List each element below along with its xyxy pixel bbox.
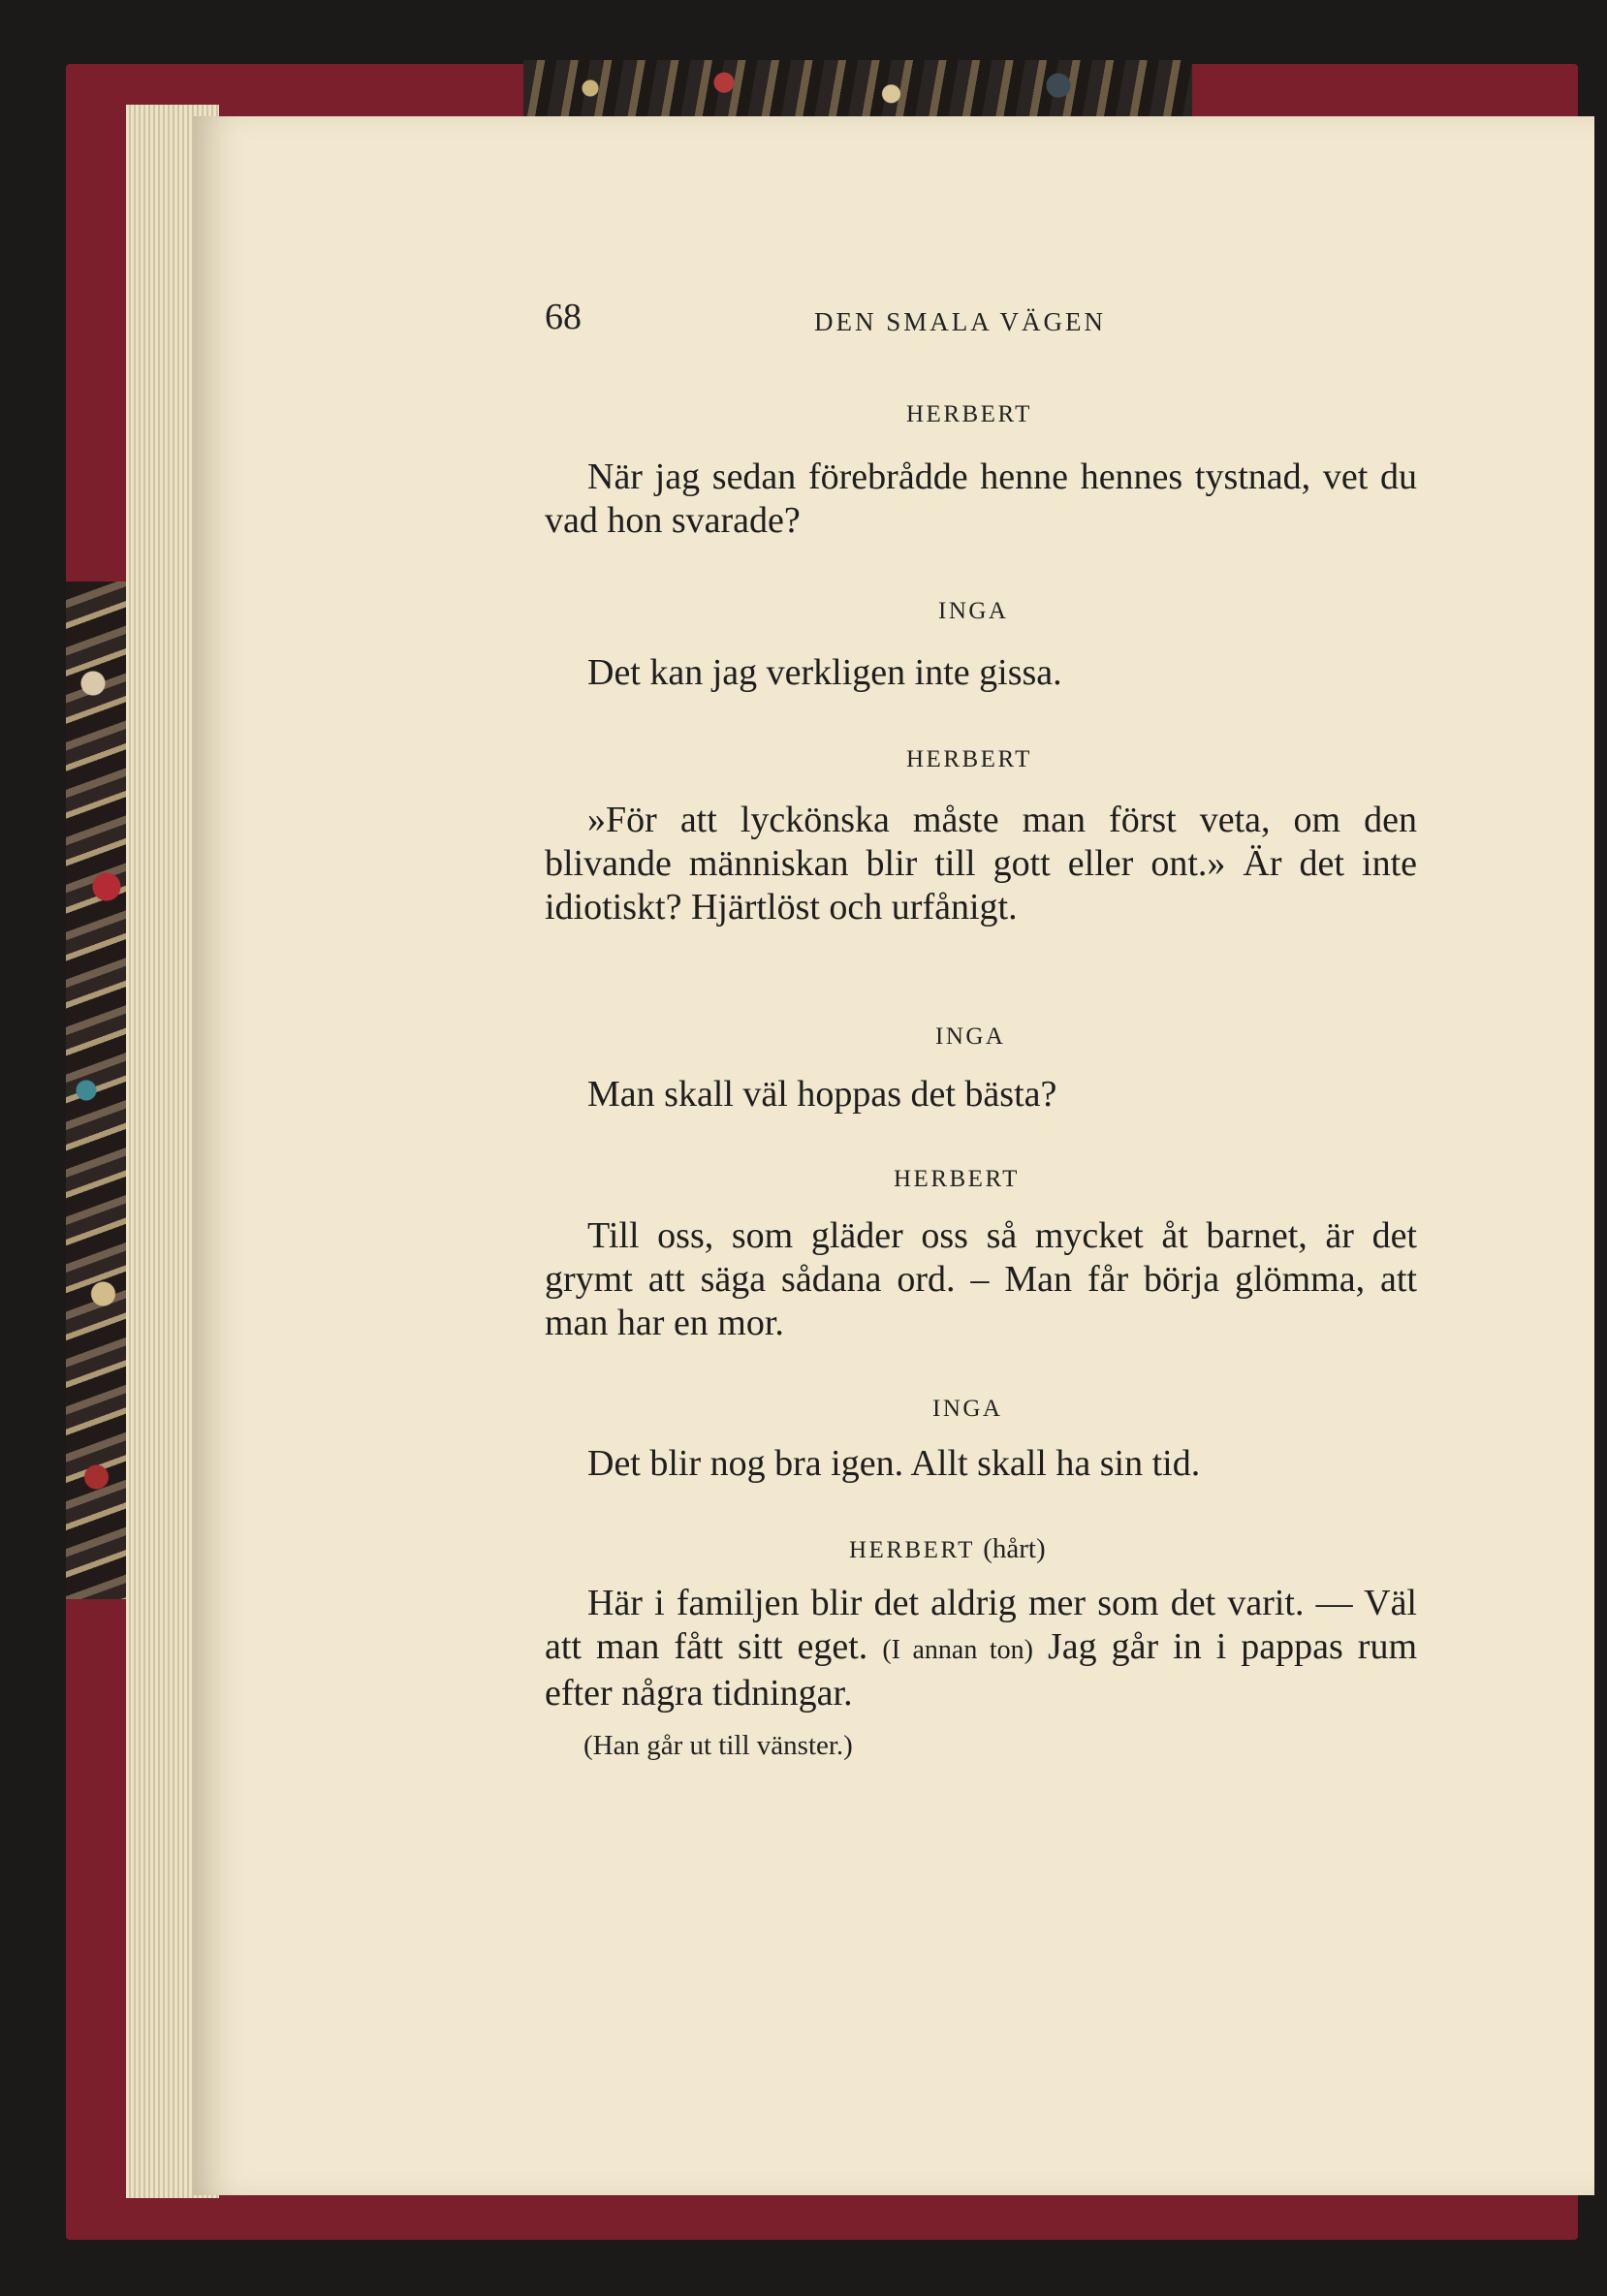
inline-stage-direction: (I annan ton) (882, 1635, 1033, 1665)
speaker-label: HERBERT (906, 401, 1032, 427)
page-number: 68 (545, 297, 582, 337)
marbled-endpaper-top (523, 60, 1192, 116)
speech-text: Man skall väl hoppas det bästa? (587, 1074, 1057, 1115)
marbled-endpaper-left (66, 582, 134, 1599)
book-page (194, 116, 1594, 2195)
speech-text: Det kan jag verkligen inte gissa. (587, 652, 1062, 693)
speech-text: Det blir nog bra igen. Allt skall ha sin tid. (587, 1443, 1201, 1484)
speaker-label: HERBERT (894, 1166, 1020, 1192)
stage-direction: (Han går ut till vänster.) (583, 1730, 853, 1761)
speaker-name: HERBERT (849, 1537, 975, 1563)
page-header (545, 296, 1446, 354)
running-title: DEN SMALA VÄGEN (814, 307, 1107, 336)
speech-text: »För att lyckönska måste man först veta, om den blivande människan blir till gott eller ont.» Är det inte idiotiskt? Hjärtlöst och urfånigt. (545, 800, 1417, 928)
speaker-label (849, 1533, 1046, 1565)
speaker-label: HERBERT (906, 746, 1032, 772)
speaker-label: INGA (938, 598, 1009, 624)
speech-text: När jag sedan förebrådde henne hennes tystnad, vet du vad hon svarade? (545, 456, 1417, 541)
speech-text: Här i familjen blir det aldrig mer som det varit. — Väl att man fått sitt eget. (I annan ton) Jag går in i pappas rum efter några tidningar. (545, 1583, 1418, 1714)
speech-text: Till oss, som gläder oss så mycket åt barnet, är det grymt att säga sådana ord. – Man får börja glömma, att man har en mor. (545, 1215, 1417, 1343)
speaker-label: INGA (932, 1396, 1003, 1422)
speaker-direction: (hårt) (983, 1533, 1046, 1564)
speaker-label: INGA (935, 1023, 1006, 1050)
